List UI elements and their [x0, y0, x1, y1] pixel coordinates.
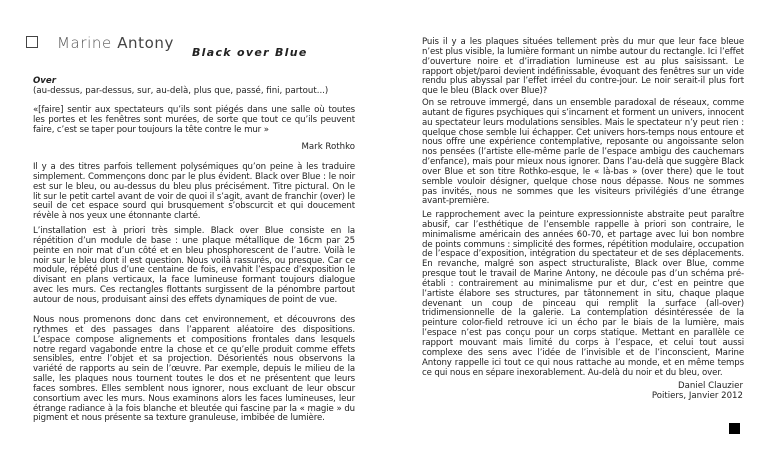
- signature-block: [652, 382, 743, 402]
- left-paragraph-3: Nous nous promenons donc dans cet environnement, et découvrons des rythmes et des passages dans l’apparent aléatoire des dispositions. L’espace compose alignements et compositions frontales dans lesquels notre regard vagabonde entre la chose et ce qu’elle produit comme effets sensibles, entre l’objet et sa projection. Désorientés nous observons la variété de rapports au sein de l’œuvre. Par exemple, depuis le milieu de la salle, les plaques nous tournent toutes le dos et ne présentent que leurs faces sombres. Elles semblent nous ignorer, nous excluant de leur obscur consortium avec les murs. Nous examinons alors les faces lumineuses, leur étrange radiance à la fois blanche et bleutée qui fascine par la « magie » du pigment et nous présente sa texture granuleuse, imbibée de lumière.: [33, 315, 355, 424]
- intro-block: [33, 77, 355, 97]
- intro-heading: Over: [33, 76, 56, 86]
- signature-name: Daniel Clauzier: [678, 381, 743, 391]
- intro-definition: (au-dessus, par-dessus, sur, au-delà, plus que, passé, fini, partout...): [33, 85, 329, 96]
- left-paragraph-2: L’installation est à priori très simple. Black over Blue consiste en la répétition d’un module de base : une plaque métallique de 16cm par 25 peinte en noir mat d’un côté et en bleu phosphorescent de l’autre. Voilà le noir sur le bleu dont il est question. Nous voilà rassurés, ou presque. Car ce module, répété plus d’une centaine de fois, envahit l’espace d’exposition le divisant en plans verticaux, la face lumineuse formant toujours dialogue avec les murs. Ces rectangles flottants surgissent de la pénombre partout autour de nous, produisant ainsi des effets dynamiques de point de vue.: [33, 226, 355, 305]
- artist-first-name: Marine: [57, 34, 112, 52]
- artist-last-name: Antony: [117, 34, 174, 52]
- end-square-icon: [729, 423, 740, 434]
- right-paragraph-1: Puis il y a les plaques situées tellement près du mur que leur face bleue n’est plus visible, la lumière formant un nimbe autour du rectangle. Ici l’effet d’ouverture noire et d’irradiation lumineuse est au plus saisissant. Le rapport objet/paroi devient indéfinissable, évoquant des fenêtres sur un vide rendu plus abyssal par l’effet irréel du contre-jour. Le noir serait-il plus fort que le bleu (Black over Blue)?: [422, 37, 744, 97]
- epigraph-author: Mark Rothko: [301, 142, 355, 152]
- artist-name: [57, 34, 174, 52]
- right-paragraph-3: Le rapprochement avec la peinture expressionniste abstraite peut paraître abusif, car l’esthétique de l’ensemble rappelle à priori son contraire, le minimalisme américain des années 60-70, et partage avec lui bon nombre de points communs : simplicité des formes, répétition modulaire, occupation de l’espace d’exposition, intégration du spectateur et de ses déplacements. En revanche, malgré son aspect structuraliste, Black over Blue, comme presque tout le travail de Marine Antony, ne découle pas d’un schéma pré-établi : contrairement au minimalisme pur et dur, c’est en peintre que l’artiste élabore ses structures, par tâtonnement in situ, chaque plaque devenant un coup de pinceau qui remplit la surface (all-over) tridimensionnelle de la galerie. La contemplation désintéressée de la peinture color-field retrouve ici un écho par le biais de la lumière, mais l’espace n’est pas conçu pour un corps statique. Mettant en parallèle ce rapport mouvant mais limité du corps à l’espace, et celui tout aussi complexe des sens avec l’idée de l’invisible et de l’inconscient, Marine Antony rappelle ici tout ce qui nous rattache au monde, et en même temps ce qui nous en sépare inexorablement. Au-delà du noir et du bleu, over.: [422, 210, 744, 378]
- epigraph-quote: «[faire] sentir aux spectateurs qu’ils sont piégés dans une salle où toutes les portes et les fenêtres sont murées, de sorte que tout ce qu’ils peuvent faire, c’est se taper pour toujours la tête contre le mur »: [33, 105, 355, 135]
- document-title: Black over Blue: [192, 46, 308, 59]
- right-paragraph-2: On se retrouve immergé, dans un ensemble paradoxal de réseaux, comme autant de figures psychiques qui s’incarnent et forment un univers, innocent au spectateur leurs modulations sensibles. Mais le spectateur n’y peut rien : quelque chose semble lui échapper. Cet univers hors-temps nous entoure et nous offre une expérience contemplative, reposante ou angoissante selon nos pensées (l’artiste elle-même parle de l’espace ambigu des cauchemars d’enfance), mais pour mieux nous ignorer. Dans l’au-delà que suggère Black over Blue et son titre Rothko-esque, le « là-bas » (over there) que le tout semble vouloir désigner, quelque chose nous dépasse. Nous ne sommes pas invités, nous ne sommes que les visiteurs privilégiés d’une étrange avant-première.: [422, 98, 744, 207]
- left-paragraph-1: Il y a des titres parfois tellement polysémiques qu’on peine à les traduire simplement. Commençons donc par le plus évident. Black over Blue : le noir est sur le bleu, ou au-dessus du bleu plus précisément. Titre pictural. On le lit sur le petit cartel avant de voir de quoi il s’agit, avant de franchir (over) le seuil de cet espace sourd qui brusquement s’obscurcit et qui doucement révèle à nos yeux une étonnante clarté.: [33, 162, 355, 222]
- header-square-icon: [26, 36, 38, 48]
- signature-place-date: Poitiers, Janvier 2012: [651, 390, 743, 401]
